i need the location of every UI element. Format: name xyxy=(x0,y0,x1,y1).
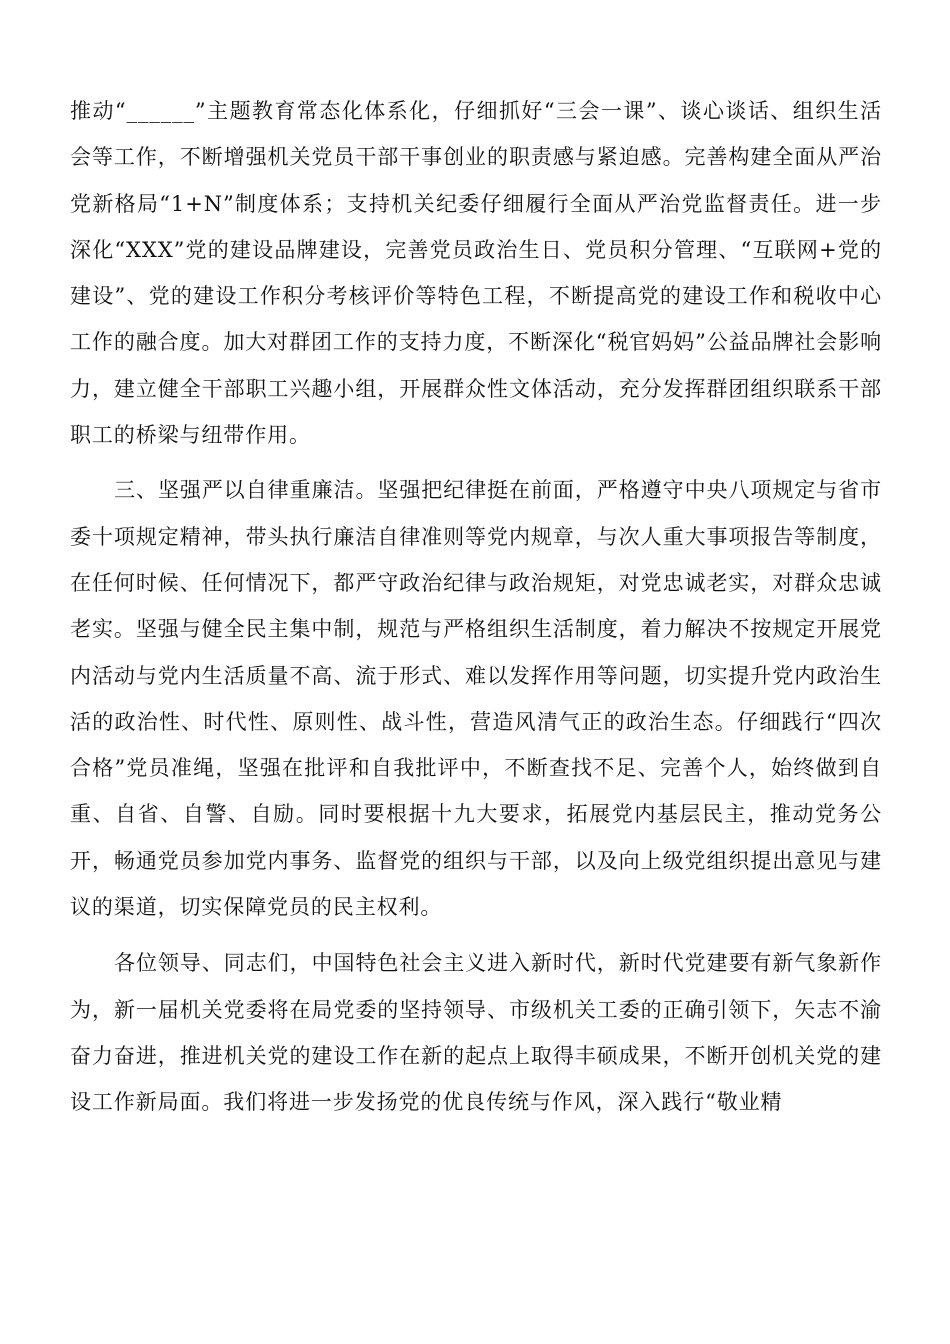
paragraph-continuation: 推动“______”主题教育常态化体系化，仔细抓好“三会一课”、谈心谈话、组织生活会等工作，不断增强机关党员干部干事创业的职责感与紧迫感。完善构建全面从严治党新格局“1+N”制度体系；支持机关纪委仔细履行全面从严治党监督责任。进一步深化“XXX”党的建设品牌建设，完善党员政治生日、党员积分管理、“互联网+党的建设”、党的建设工作积分考核评价等特色工程，不断提高党的建设工作和税收中心工作的融合度。加大对群团工作的支持力度，不断深化“税官妈妈”公益品牌社会影响力，建立健全干部职工兴趣小组，开展群众性文体活动，充分发挥群团组织联系干部职工的桥梁与纽带作用。 xyxy=(70,99,882,448)
paragraph-closing: 各位领导、同志们，中国特色社会主义进入新时代，新时代党建要有新气象新作为，新一届机关党委将在局党委的坚持领导、市级机关工委的正确引领下，矢志不渝奋力奋进，推进机关党的建设工作在新的起点上取得丰硕成果，不断开创机关党的建设工作新局面。我们将进一步发扬党的优良传统与作风，深入践行“敬业精 xyxy=(70,951,882,1115)
paragraph-section-three: 三、坚强严以自律重廉洁。坚强把纪律挺在前面，严格遵守中央八项规定与省市委十项规定精神，带头执行廉洁自律准则等党内规章，与次人重大事项报告等制度，在任何时候、任何情况下，都严守政治纪律与政治规矩，对党忠诚老实，对群众忠诚老实。坚强与健全民主集中制，规范与严格组织生活制度，着力解决不按规定开展党内活动与党内生活质量不高、流于形式、难以发挥作用等问题，切实提升党内政治生活的政治性、时代性、原则性、战斗性，营造风清气正的政治生态。仔细践行“四次合格”党员准绳，坚强在批评和自我批评中，不断查找不足、完善个人，始终做到自重、自省、自警、自励。同时要根据十九大要求，拓展党内基层民主，推动党务公开，畅通党员参加党内事务、监督党的组织与干部，以及向上级党组织提出意见与建议的渠道，切实保障党员的民主权利。 xyxy=(70,478,882,920)
document-body xyxy=(70,88,882,1126)
